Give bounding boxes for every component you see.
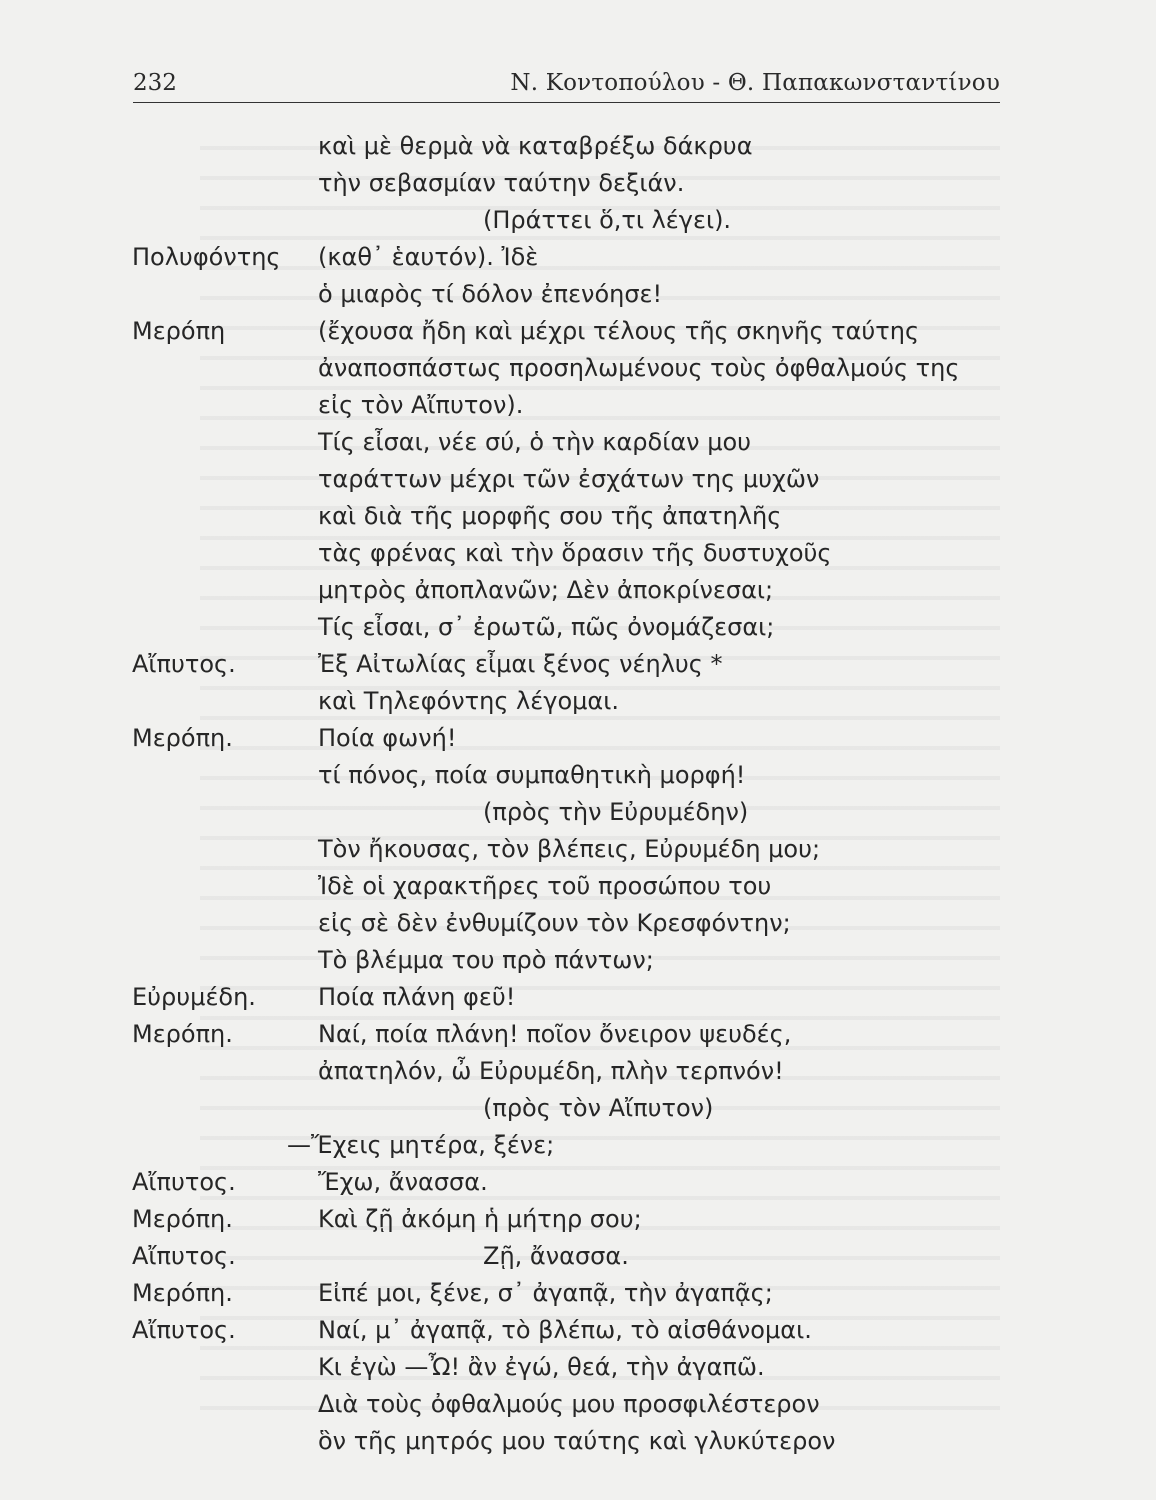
line-text: Κι ἐγὼ —Ὦ! ἂν ἐγώ, θεά, τὴν ἀγαπῶ. xyxy=(318,1353,765,1381)
verse-line xyxy=(0,646,1156,683)
verse-line xyxy=(0,387,1156,424)
verse-line xyxy=(0,165,1156,202)
line-text: καὶ διὰ τῆς μορφῆς σου τῆς ἀπατηλῆς xyxy=(318,502,782,530)
line-text: (ἔχουσα ἤδη καὶ μέχρι τέλους τῆς σκηνῆς ταύτης xyxy=(318,317,920,345)
verse-line xyxy=(0,461,1156,498)
line-text: καὶ μὲ θερμὰ νὰ καταβρέξω δάκρυα xyxy=(318,132,753,160)
line-text: Ζῇ, ἄνασσα. xyxy=(483,1242,629,1270)
running-head: Ν. Κοντοπούλου - Θ. Παπακωνσταντίνου xyxy=(510,70,1000,96)
verse-line xyxy=(0,535,1156,572)
line-text: Ποία πλάνη φεῦ! xyxy=(318,983,516,1011)
verse-line xyxy=(0,1238,1156,1275)
line-text: ὃν τῆς μητρός μου ταύτης καὶ γλυκύτερον xyxy=(318,1427,836,1455)
verse-line xyxy=(0,683,1156,720)
play-text xyxy=(0,128,1156,1460)
verse-line xyxy=(0,794,1156,831)
line-text: ἀπατηλόν, ὦ Εὐρυμέδη, πλὴν τερπνόν! xyxy=(318,1057,784,1085)
page-number: 232 xyxy=(133,70,177,96)
line-text: εἰς τὸν Αἴπυτον). xyxy=(318,391,524,419)
verse-line xyxy=(0,313,1156,350)
verse-line xyxy=(0,498,1156,535)
verse-line xyxy=(0,1275,1156,1312)
speaker-name: Μερόπη. xyxy=(132,1020,233,1048)
line-text: Διὰ τοὺς ὀφθαλμούς μου προσφιλέστερον xyxy=(318,1390,820,1418)
verse-line xyxy=(0,276,1156,313)
verse-line xyxy=(0,1423,1156,1460)
speaker-name: Πολυφόντης xyxy=(132,243,281,271)
line-text: (Πράττει ὅ,τι λέγει). xyxy=(483,206,732,234)
verse-line xyxy=(0,905,1156,942)
line-text: Τίς εἶσαι, σ᾽ ἐρωτῶ, πῶς ὀνομάζεσαι; xyxy=(318,613,775,641)
line-text: Ἐξ Αἰτωλίας εἶμαι ξένος νέηλυς * xyxy=(318,650,723,678)
verse-line xyxy=(0,1090,1156,1127)
line-text: Τὸ βλέμμα του πρὸ πάντων; xyxy=(318,946,654,974)
verse-line xyxy=(0,350,1156,387)
verse-line xyxy=(0,128,1156,165)
speaker-name: Αἴπυτος. xyxy=(132,1316,236,1344)
verse-line xyxy=(0,1349,1156,1386)
line-text: Ποία φωνή! xyxy=(318,724,457,752)
verse-line xyxy=(0,1127,1156,1164)
line-text: τί πόνος, ποία συμπαθητικὴ μορφή! xyxy=(318,761,746,789)
speaker-name: Μερόπη xyxy=(132,317,226,345)
speaker-name: Αἴπυτος. xyxy=(132,1168,236,1196)
line-text: Ἰδὲ οἱ χαρακτῆρες τοῦ προσώπου του xyxy=(318,872,772,900)
line-text: τὴν σεβασμίαν ταύτην δεξιάν. xyxy=(318,169,685,197)
verse-line xyxy=(0,979,1156,1016)
line-text: μητρὸς ἀποπλανῶν; Δὲν ἀποκρίνεσαι; xyxy=(318,576,774,604)
line-text: Εἰπέ μοι, ξένε, σ᾽ ἀγαπᾷ, τὴν ἀγαπᾷς; xyxy=(318,1279,773,1307)
line-text: τὰς φρένας καὶ τὴν ὅρασιν τῆς δυστυχοῦς xyxy=(318,539,832,567)
line-text: Τὸν ἤκουσας, τὸν βλέπεις, Εὐρυμέδη μου; xyxy=(318,835,821,863)
verse-line xyxy=(0,720,1156,757)
speaker-name: Μερόπη. xyxy=(132,1205,233,1233)
line-text: ἀναποσπάστως προσηλωμένους τοὺς ὀφθαλμούς της xyxy=(318,354,960,382)
line-text: Ναί, ποία πλάνη! ποῖον ὄνειρον ψευδές, xyxy=(318,1020,792,1048)
speaker-name: Αἴπυτος. xyxy=(132,650,236,678)
speaker-name: Αἴπυτος. xyxy=(132,1242,236,1270)
line-text: Ναί, μ᾽ ἀγαπᾷ, τὸ βλέπω, τὸ αἰσθάνομαι. xyxy=(318,1316,812,1344)
line-text: (καθ᾽ ἑαυτόν). Ἰδὲ xyxy=(318,243,539,271)
verse-line xyxy=(0,1201,1156,1238)
line-text: —Ἔχεις μητέρα, ξένε; xyxy=(287,1131,555,1159)
speaker-name: Μερόπη. xyxy=(132,1279,233,1307)
line-text: Τίς εἶσαι, νέε σύ, ὁ τὴν καρδίαν μου xyxy=(318,428,752,456)
verse-line xyxy=(0,1164,1156,1201)
verse-line xyxy=(0,868,1156,905)
verse-line xyxy=(0,424,1156,461)
line-text: ταράττων μέχρι τῶν ἐσχάτων της μυχῶν xyxy=(318,465,820,493)
line-text: εἰς σὲ δὲν ἐνθυμίζουν τὸν Κρεσφόντην; xyxy=(318,909,791,937)
verse-line xyxy=(0,942,1156,979)
verse-line xyxy=(0,609,1156,646)
line-text: (πρὸς τὴν Εὐρυμέδην) xyxy=(483,798,749,826)
verse-line xyxy=(0,1016,1156,1053)
verse-line xyxy=(0,831,1156,868)
speaker-name: Εὐρυμέδη. xyxy=(132,983,256,1011)
line-text: ὁ μιαρὸς τί δόλον ἐπενόησε! xyxy=(318,280,663,308)
verse-line xyxy=(0,239,1156,276)
verse-line xyxy=(0,1312,1156,1349)
page-header xyxy=(133,68,1000,103)
line-text: Ἔχω, ἄνασσα. xyxy=(318,1168,488,1196)
verse-line xyxy=(0,572,1156,609)
verse-line xyxy=(0,757,1156,794)
line-text: καὶ Τηλεφόντης λέγομαι. xyxy=(318,687,619,715)
verse-line xyxy=(0,202,1156,239)
line-text: (πρὸς τὸν Αἴπυτον) xyxy=(483,1094,714,1122)
line-text: Καὶ ζῇ ἀκόμη ἡ μήτηρ σου; xyxy=(318,1205,642,1233)
speaker-name: Μερόπη. xyxy=(132,724,233,752)
verse-line xyxy=(0,1053,1156,1090)
verse-line xyxy=(0,1386,1156,1423)
